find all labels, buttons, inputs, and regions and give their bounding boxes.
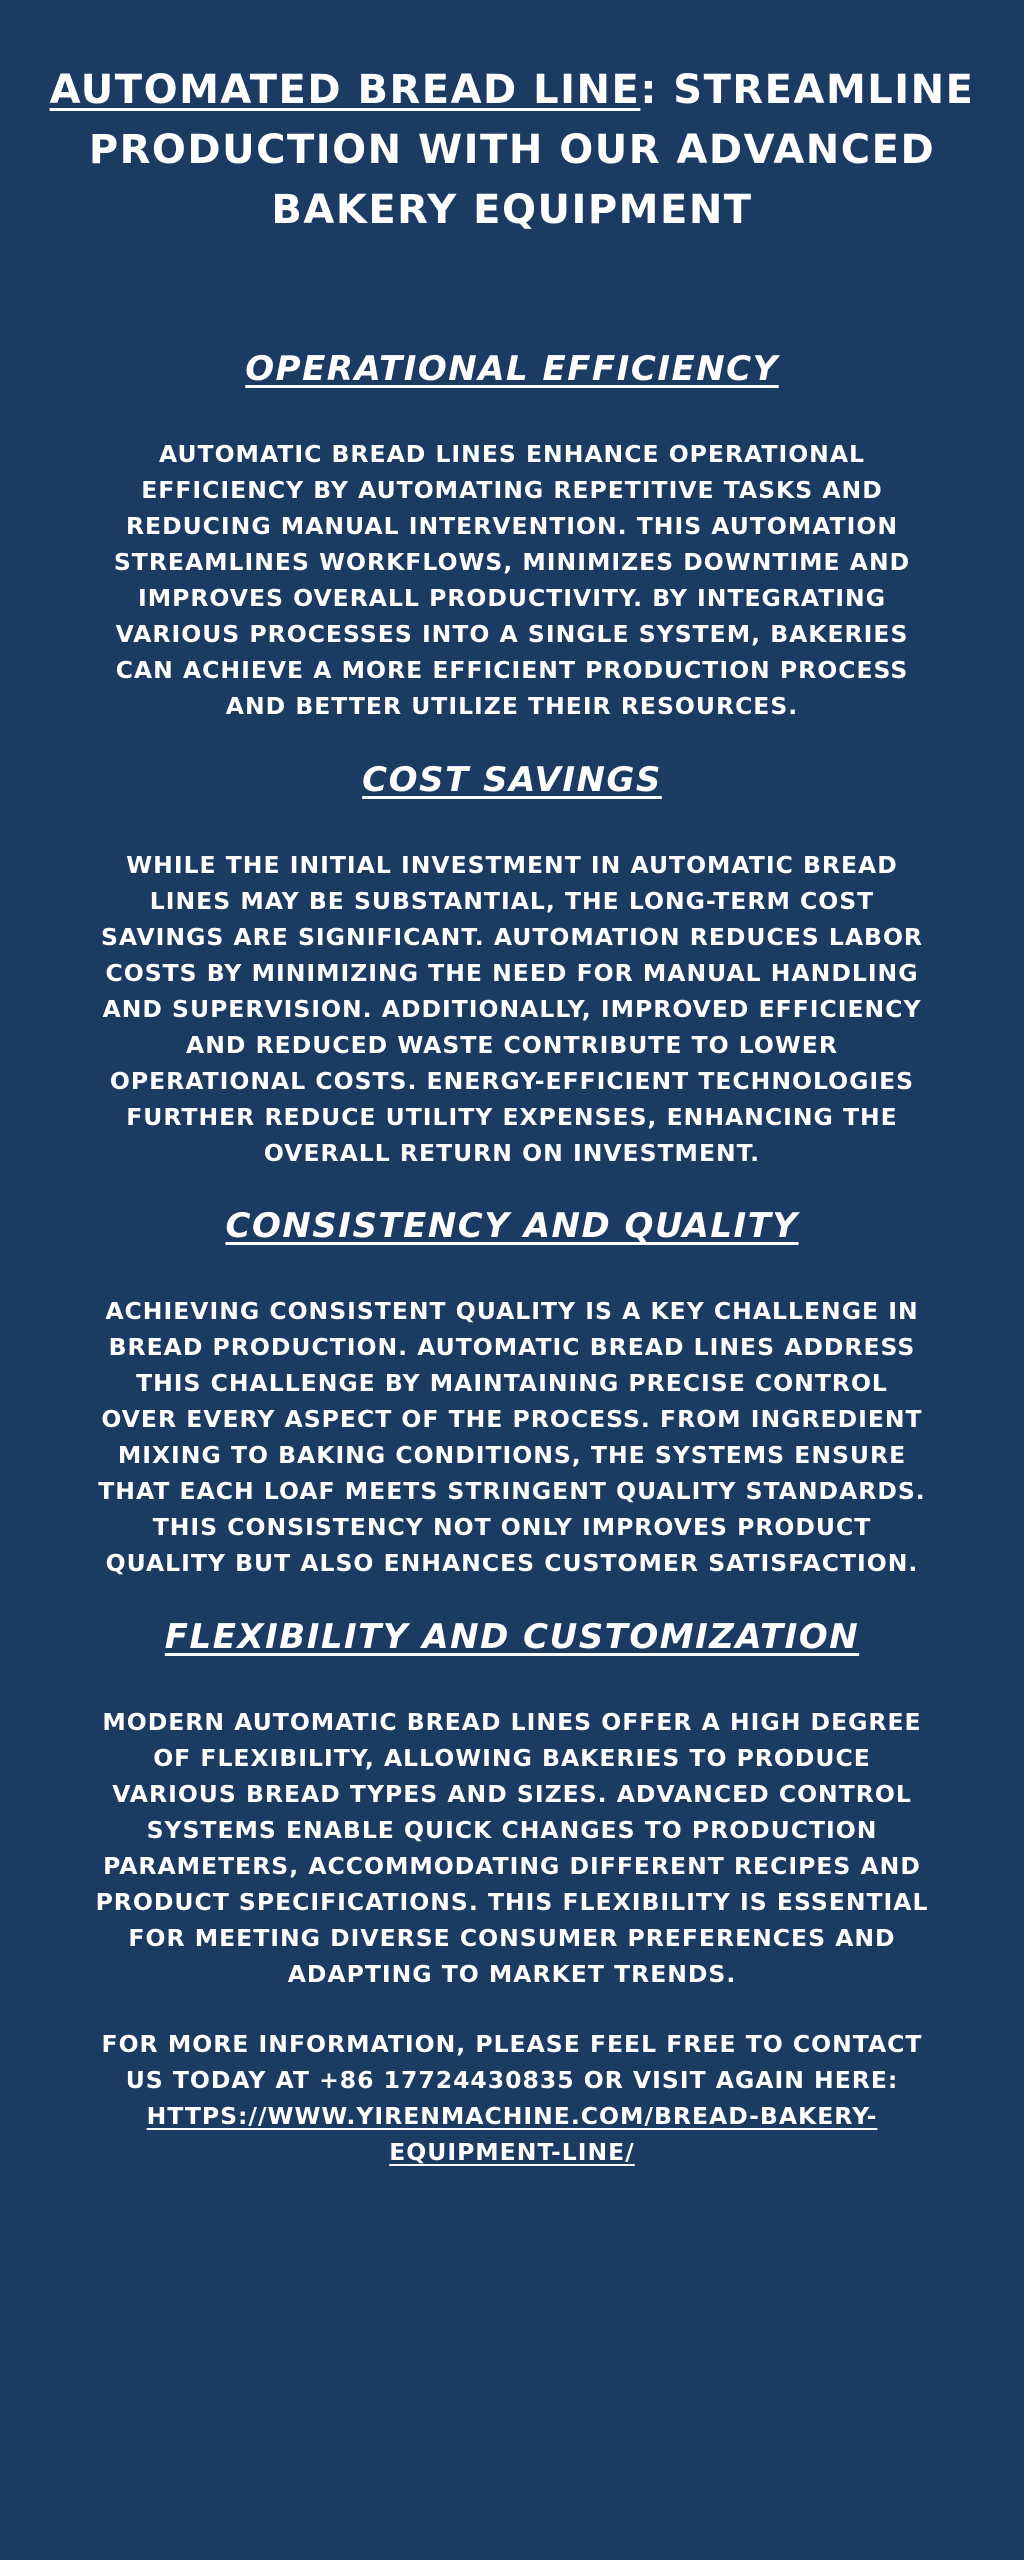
- heading-consistency-quality: CONSISTENCY AND QUALITY: [225, 1206, 799, 1246]
- heading-cost-savings: COST SAVINGS: [362, 760, 662, 800]
- contact-text: FOR MORE INFORMATION, PLEASE FEEL FREE TO CONTACT US TODAY AT +86 17724430835 OR VISIT AGAIN HERE:: [101, 2030, 923, 2094]
- body-flexibility-customization: MODERN AUTOMATIC BREAD LINES OFFER A HIGH DEGREE OF FLEXIBILITY, ALLOWING BAKERIES TO PRODUCE VARIOUS BREAD TYPES AND SIZES. ADVANCED CONTROL SYSTEMS ENABLE QUICK CHANGES TO PRODUCTION PARAMETERS, ACCOMMODATING DIFFERENT RECIPES AND PRODUCT SPECIFICATIONS. THIS FLEXIBILITY IS ESSENTIAL FOR MEETING DIVERSE CONSUMER PREFERENCES AND ADAPTING TO MARKET TRENDS.: [95, 1708, 929, 1988]
- heading-operational-efficiency: OPERATIONAL EFFICIENCY: [245, 349, 779, 389]
- body-consistency-quality: ACHIEVING CONSISTENT QUALITY IS A KEY CHALLENGE IN BREAD PRODUCTION. AUTOMATIC BREAD LINES ADDRESS THIS CHALLENGE BY MAINTAINING PRECISE CONTROL OVER EVERY ASPECT OF THE PROCESS. FROM INGREDIENT MIXING TO BAKING CONDITIONS, THE SYSTEMS ENSURE THAT EACH LOAF MEETS STRINGENT QUALITY STANDARDS. THIS CONSISTENCY NOT ONLY IMPROVES PRODUCT QUALITY BUT ALSO ENHANCES CUSTOMER SATISFACTION.: [98, 1297, 926, 1577]
- title-link[interactable]: AUTOMATED BREAD LINE: [49, 67, 641, 113]
- body-operational-efficiency: AUTOMATIC BREAD LINES ENHANCE OPERATIONAL EFFICIENCY BY AUTOMATING REPETITIVE TASKS AND REDUCING MANUAL INTERVENTION. THIS AUTOMATION STREAMLINES WORKFLOWS, MINIMIZES DOWNTIME AND IMPROVES OVERALL PRODUCTIVITY. BY INTEGRATING VARIOUS PROCESSES INTO A SINGLE SYSTEM, BAKERIES CAN ACHIEVE A MORE EFFICIENT PRODUCTION PROCESS AND BETTER UTILIZE THEIR RESOURCES.: [113, 440, 911, 720]
- website-link[interactable]: HTTPS://WWW.YIRENMACHINE.COM/BREAD-BAKERY-EQUIPMENT-LINE/: [146, 2102, 878, 2166]
- contact-paragraph: [95, 2026, 929, 2170]
- body-cost-savings: WHILE THE INITIAL INVESTMENT IN AUTOMATIC BREAD LINES MAY BE SUBSTANTIAL, THE LONG-TERM COST SAVINGS ARE SIGNIFICANT. AUTOMATION REDUCES LABOR COSTS BY MINIMIZING THE NEED FOR MANUAL HANDLING AND SUPERVISION. ADDITIONALLY, IMPROVED EFFICIENCY AND REDUCED WASTE CONTRIBUTE TO LOWER OPERATIONAL COSTS. ENERGY-EFFICIENT TECHNOLOGIES FURTHER REDUCE UTILITY EXPENSES, ENHANCING THE OVERALL RETURN ON INVESTMENT.: [100, 851, 924, 1167]
- title-rest: : STREAMLINE PRODUCTION WITH OUR ADVANCED BAKERY EQUIPMENT: [88, 67, 975, 233]
- heading-flexibility-customization: FLEXIBILITY AND CUSTOMIZATION: [164, 1617, 860, 1657]
- page-title: [20, 60, 1004, 240]
